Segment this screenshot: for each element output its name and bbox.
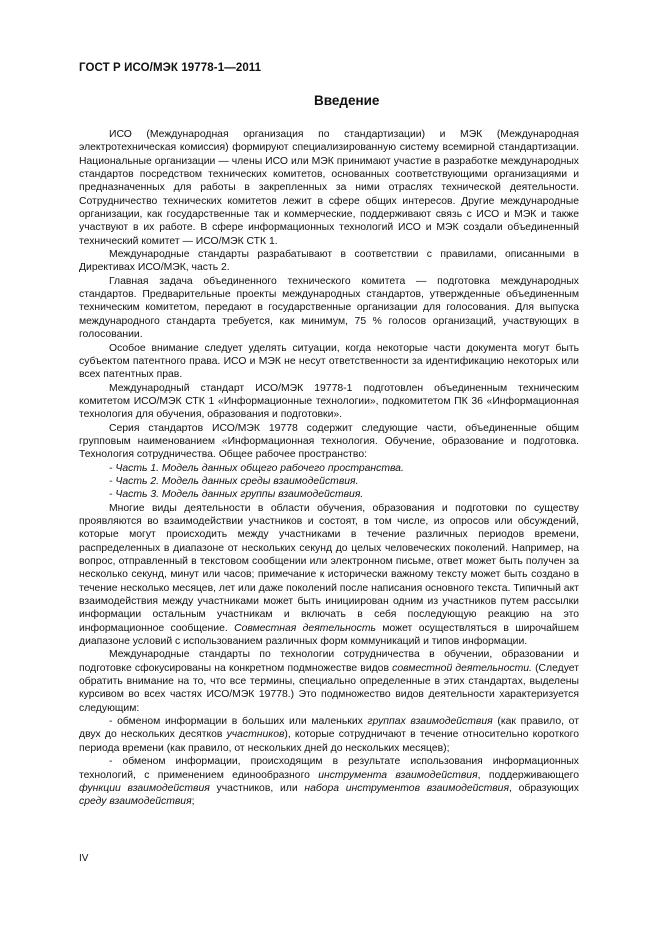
paragraph-series: Серия стандартов ИСО/МЭК 19778 содержит следующие части, объединенные общим групповым наименованием «Информационная технология. Обучение, образование и подготовка. Технология сотрудничества. Общее рабочее пространство: (79, 422, 579, 461)
term-joint-activity: Совместная деятельность (234, 622, 376, 634)
bullet-2-text-c: , поддерживающего (477, 769, 579, 781)
bullet-2-text-i: ; (191, 796, 195, 808)
paragraph-standards-focus (79, 648, 579, 715)
list-item-part-2 (79, 475, 579, 488)
bullet-2-text-g: , образующих (509, 782, 579, 794)
list-item-part-1 (79, 462, 579, 475)
paragraph-main-task: Главная задача объединенного технического комитета — подготовка международных стандартов. Предварительные проекты международных стандартов, утвержденные объединенным техническим комитетом, передают в государственные организации для голосования. Для выпуска международного стандарта требуется, как минимум, 75 % голосов организаций, участвующих в голосовании. (79, 275, 579, 341)
term-joint-activity-2: совместной деятельности. (392, 662, 532, 674)
part-2-text: - Часть 2. Модель данных среды взаимодействия. (109, 475, 359, 487)
list-item-part-3 (79, 488, 579, 501)
term-interaction-groups: группах взаимодействия (367, 716, 493, 728)
paragraph-prepared-by: Международный стандарт ИСО/МЭК 19778-1 подготовлен объединенным техническим комитетом ИСО/МЭК СТК 1 «Информационные технологии», подкомитетом ПК 36 «Информационная технология для обучения, образования и подготовки». (79, 382, 579, 421)
document-header (79, 62, 261, 74)
bullet-2-text-a: - обменом информации, происходящим в результате использования информационных технологий, с применением единообразного (79, 756, 579, 781)
term-interaction-environment: среду взаимодействия (79, 796, 192, 808)
paragraph-iso-iec: ИСО (Международная организация по стандартизации) и МЭК (Международная электротехническая комиссия) формируют специализированную систему всемирной стандартизации. Национальные организации — члены ИСО или МЭК принимают участие в разработке международных стандартов посредством технических комитетов, основанных соответствующими организациями и предназначенных для работы в закрепленных за ними отраслях технической деятельности. Сотрудничество технических комитетов лежит в сфере общих интересов. Другие международные организации, как государственные так и коммерческие, поддерживают связь с ИСО и МЭК и также участвуют в их работе. В сфере информационных технологий ИСО и МЭК создали объединенный технический комитет — ИСО/МЭК СТК 1. (79, 129, 579, 247)
page-number: IV (79, 853, 89, 864)
term-interaction-tool: инструмента взаимодействия (318, 769, 478, 781)
term-participants: участников (226, 729, 285, 741)
focus-text: Международные стандарты по технологии сотрудничества в обучении, образовании и подготовке сфокусированы на конкретном подмножестве видов (79, 649, 579, 674)
page-footer (79, 853, 88, 864)
paragraph-activities (79, 502, 579, 649)
bullet-1-text-a: - обменом информации в больших или маленьких (109, 716, 368, 728)
part-1-text: - Часть 1. Модель данных общего рабочего пространства. (109, 462, 404, 474)
activities-text-end: может осуществляться в широчайшем диапазоне условий с использованием различных форм коммуникаций и типов информации. (79, 622, 579, 648)
activities-text: Многие виды деятельности в области обучения, образования и подготовки по существу проявляются во взаимодействии участников и состоят, в том числе, из опросов или обсуждений, которые могут происходить между участниками в течение различных периодов времени, распределенных в диапазоне от нескольких секунд до целых человеческих поколений. Например, на вопрос, отправленный в текстовом сообщении или электронном письме, ответ может быть получен за несколько секунд, минут или часов; примечание к исторически важному тексту может быть создано в течение несколько месяцев, лет или даже поколений после написания основного текста. Типичный акт взаимодействия между участниками может быть инициирован одним из участников путем рассылки информации остальным участникам и включать в себя последующую реакцию на это информационное сообщение. (79, 502, 579, 634)
part-3-text: - Часть 3. Модель данных группы взаимодействия. (109, 489, 364, 501)
document-body (79, 128, 579, 809)
term-interaction-functions: функции взаимодействия (79, 782, 210, 794)
bullet-exchange-tools (79, 755, 579, 808)
bullet-exchange-groups (79, 715, 579, 755)
focus-text-end: (Следует обратить внимание на то, что все термины, специально определенные в этих стандартах, выделены курсивом во всех частях ИСО/МЭК 19778.) Это подмножество видов деятельности характеризуется следующим: (79, 662, 579, 714)
paragraph-patents: Особое внимание следует уделять ситуации, когда некоторые части документа могут быть субъектом патентного права. ИСО и МЭК не несут ответственности за идентификацию некоторых или всех патентных прав. (79, 342, 579, 381)
standard-number: ГОСТ Р ИСО/МЭК 19778-1—2011 (79, 62, 262, 74)
section-title-text: Введение (314, 93, 380, 108)
bullet-2-text-e: участников, или (209, 782, 305, 794)
term-toolset: набора инструментов взаимодействия (304, 782, 510, 794)
bullet-1-text-e: ), которые сотрудничают в течение относительно короткого периода времени (как правило, от нескольких дней до нескольких месяцев); (79, 729, 579, 754)
bullet-1-text-c: (как правило, от двух до нескольких десятков (79, 716, 579, 741)
paragraph-directives: Международные стандарты разрабатывают в соответствии с правилами, описанными в Директивах ИСО/МЭК, часть 2. (79, 249, 579, 274)
